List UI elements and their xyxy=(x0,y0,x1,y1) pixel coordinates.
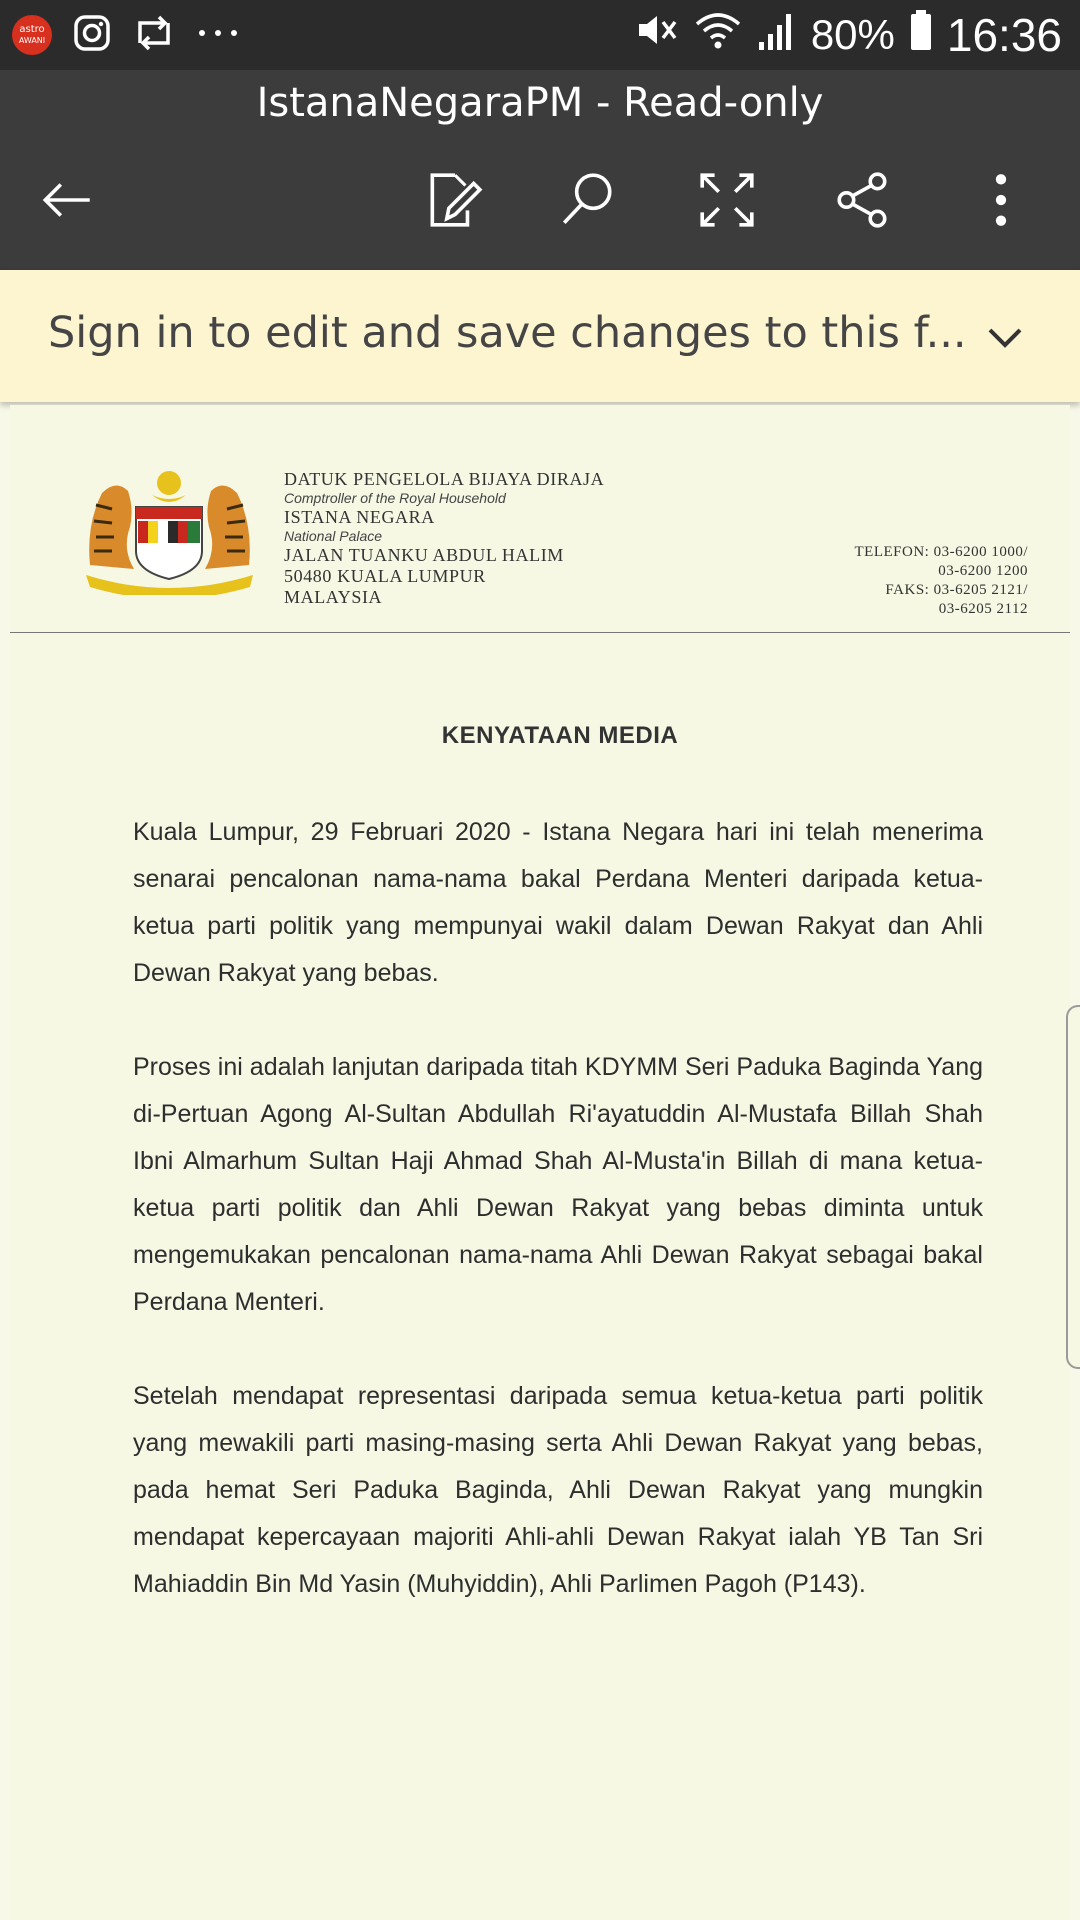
search-icon xyxy=(556,169,618,231)
retweet-icon xyxy=(132,13,176,58)
mute-icon xyxy=(635,8,679,63)
letterhead-palace-en: National Palace xyxy=(284,528,383,544)
paragraph-3: Setelah mendapat representasi daripada semua ketua-ketua parti politik yang mewakili parti masing-masing serta Ahli Dewan Rakyat yang bebas, pada hemat Seri Paduka Baginda, Ahli Dewan Rakyat yang mungkin mendapat kepercayaan majoriti Ahli-ahli Dewan Rakyat ialah YB Tan Sri Mahiaddin Bin Md Yasin (Muhyiddin), Ahli Parlimen Pagoh (P143). xyxy=(133,1382,983,1598)
chevron-down-icon[interactable] xyxy=(980,312,1030,362)
document-page xyxy=(10,405,1070,1920)
edit-icon xyxy=(422,169,484,231)
astro-badge-top: astro xyxy=(19,24,45,35)
astro-awani-icon xyxy=(12,15,52,55)
telephone-line-1: TELEFON: 03-6200 1000/ xyxy=(854,544,1028,560)
battery-icon xyxy=(909,8,933,63)
signal-icon xyxy=(757,8,797,63)
contact-block xyxy=(855,543,1029,619)
wifi-icon xyxy=(693,8,743,63)
back-arrow-icon xyxy=(36,169,98,231)
letterhead xyxy=(284,469,604,608)
fullscreen-button[interactable] xyxy=(692,165,762,235)
more-dots-icon xyxy=(196,23,240,48)
fax-line-1: FAKS: 03-6205 2121/ xyxy=(885,582,1028,598)
share-icon xyxy=(832,169,894,231)
paragraph-1: Kuala Lumpur, 29 Februari 2020 - Istana Negara hari ini telah menerima senarai pencalonan nama-nama bakal Perdana Menteri daripada ketua-ketua parti politik yang mempunyai wakil dalam Dewan Rakyat dan Ahli Dewan Rakyat yang bebas. xyxy=(133,818,983,987)
sign-in-banner-text: Sign in to edit and save changes to this f... xyxy=(48,308,967,358)
page-scroll-handle[interactable] xyxy=(1066,1005,1080,1369)
letterhead-country: MALAYSIA xyxy=(284,587,383,607)
overflow-menu-button[interactable] xyxy=(966,165,1036,235)
telephone-line-2: 03-6200 1200 xyxy=(938,563,1028,579)
app-bar xyxy=(0,70,1080,270)
search-button[interactable] xyxy=(552,165,622,235)
letterhead-office: DATUK PENGELOLA BIJAYA DIRAJA xyxy=(284,469,605,489)
edit-button[interactable] xyxy=(418,165,488,235)
letterhead-office-en: Comptroller of the Royal Household xyxy=(284,490,506,506)
fullscreen-icon xyxy=(696,169,758,231)
letterhead-palace: ISTANA NEGARA xyxy=(284,507,435,527)
notification-icons xyxy=(12,10,240,60)
status-bar xyxy=(0,0,1080,70)
astro-badge-bottom: AWANI xyxy=(18,36,46,45)
paragraph-2: Proses ini adalah lanjutan daripada titah KDYMM Seri Paduka Baginda Yang di-Pertuan Agong Al-Sultan Abdullah Ri'ayatuddin Al-Mustafa Billah Shah Ibni Almarhum Sultan Haji Ahmad Shah Al-Musta'in Billah di mana ketua-ketua parti politik dan Ahli Dewan Rakyat yang bebas diminta untuk mengemukakan pencalonan nama-nama Ahli Dewan Rakyat sebagai bakal Perdana Menteri. xyxy=(133,1053,983,1316)
fax-line-2: 03-6205 2112 xyxy=(938,601,1028,617)
letterhead-city: 50480 KUALA LUMPUR xyxy=(284,566,486,586)
document-title: IstanaNegaraPM - Read-only xyxy=(256,80,824,126)
letterhead-street: JALAN TUANKU ABDUL HALIM xyxy=(284,545,564,565)
document-heading: KENYATAAN MEDIA xyxy=(441,722,679,749)
back-button[interactable] xyxy=(32,165,102,235)
malaysia-coat-of-arms-icon xyxy=(82,465,257,595)
letterhead-divider xyxy=(10,632,1070,633)
sign-in-banner[interactable] xyxy=(0,270,1080,402)
clock: 16:36 xyxy=(946,9,1062,61)
share-button[interactable] xyxy=(828,165,898,235)
system-status xyxy=(635,8,1062,62)
overflow-menu-icon xyxy=(970,169,1032,231)
instagram-icon xyxy=(72,13,112,58)
battery-percent: 80% xyxy=(810,11,895,58)
